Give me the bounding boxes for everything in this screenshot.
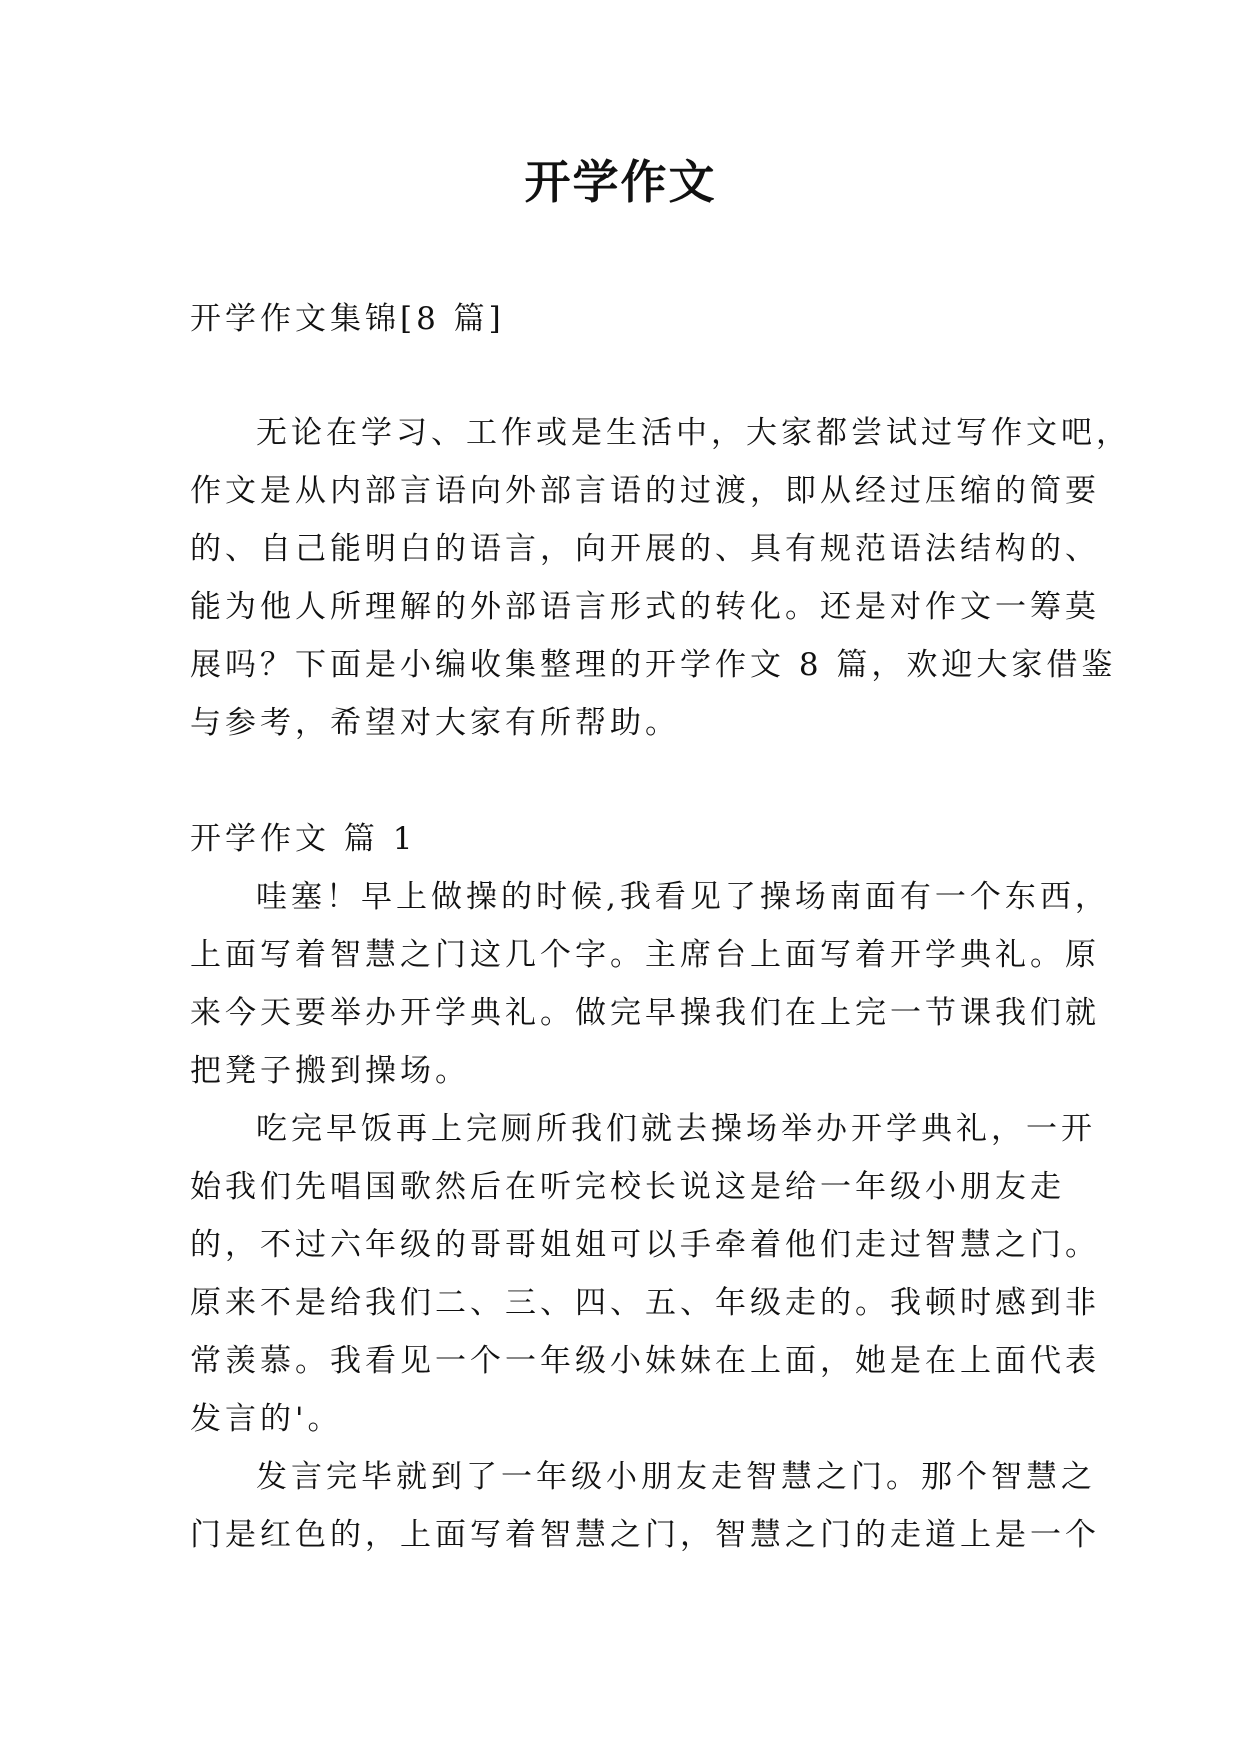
intro-line: 无论在学习、工作或是生活中，大家都尝试过写作文吧， (256, 415, 1131, 451)
paragraph-line: 常羡慕。我看见一个一年级小妹妹在上面，她是在上面代表 (190, 1343, 1100, 1379)
paragraph-line: 的，不过六年级的哥哥姐姐可以手牵着他们走过智慧之门。 (190, 1227, 1100, 1263)
paragraph-line: 把凳子搬到操场。 (190, 1053, 470, 1089)
intro-line: 的、自己能明白的语言，向开展的、具有规范语法结构的、 (190, 531, 1100, 567)
paragraph-line: 吃完早饭再上完厕所我们就去操场举办开学典礼，一开 (256, 1111, 1096, 1147)
paragraph-line: 发言的'。 (190, 1401, 343, 1437)
intro-line: 能为他人所理解的外部语言形式的转化。还是对作文一筹莫 (190, 589, 1100, 625)
intro-line: 与参考，希望对大家有所帮助。 (190, 705, 680, 741)
section-heading: 开学作文 篇 1 (190, 821, 417, 857)
paragraph-line: 发言完毕就到了一年级小朋友走智慧之门。那个智慧之 (256, 1459, 1096, 1495)
paragraph-line: 始我们先唱国歌然后在听完校长说这是给一年级小朋友走 (190, 1169, 1065, 1205)
paragraph-line: 哇塞！早上做操的时候,我看见了操场南面有一个东西， (256, 879, 1110, 915)
paragraph-line: 来今天要举办开学典礼。做完早操我们在上完一节课我们就 (190, 995, 1100, 1031)
document-title: 开学作文 (524, 155, 717, 209)
intro-line: 作文是从内部言语向外部言语的过渡，即从经过压缩的简要 (190, 473, 1100, 509)
intro-line: 展吗？下面是小编收集整理的开学作文 8 篇，欢迎大家借鉴 (190, 647, 1117, 683)
paragraph-line: 门是红色的，上面写着智慧之门，智慧之门的走道上是一个 (190, 1517, 1100, 1553)
document-subtitle: 开学作文集锦[8 篇] (190, 301, 505, 337)
paragraph-line: 上面写着智慧之门这几个字。主席台上面写着开学典礼。原 (190, 937, 1100, 973)
document-body (190, 290, 1131, 1564)
paragraph-line: 原来不是给我们二、三、四、五、年级走的。我顿时感到非 (190, 1285, 1100, 1321)
